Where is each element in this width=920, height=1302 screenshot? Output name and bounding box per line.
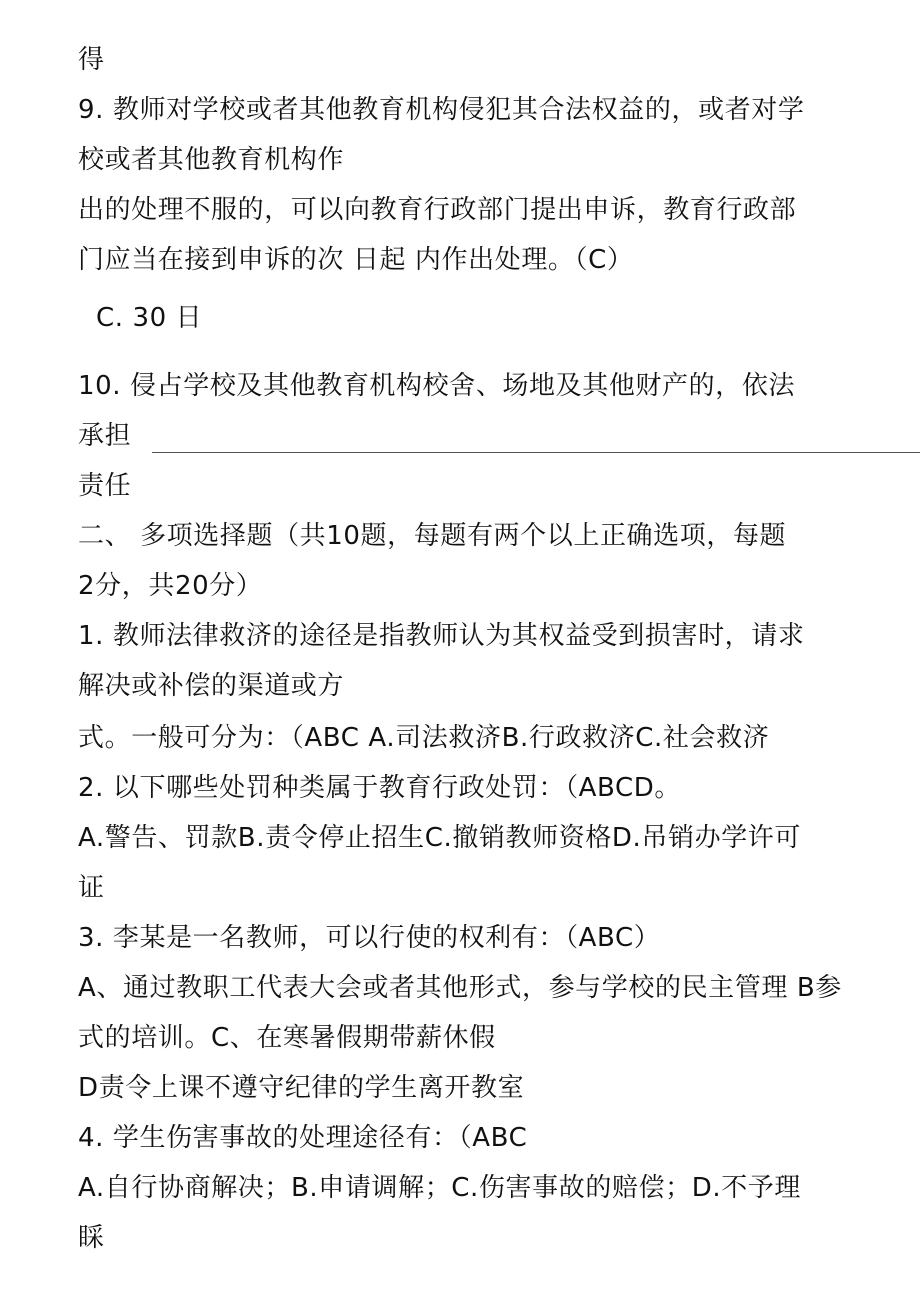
text-line: D责令上课不遵守纪律的学生离开教室 bbox=[78, 1073, 525, 1103]
text-line: 门应当在接到申诉的次 日起 内作出处理。（C） bbox=[78, 245, 634, 275]
text-line: 责任 bbox=[78, 471, 132, 501]
section-heading: 二、 多项选择题（共10题，每题有两个以上正确选项，每题 bbox=[78, 521, 787, 551]
question-10-line: 10. 侵占学校及其他教育机构校舍、场地及其他财产的，依法 bbox=[78, 371, 796, 401]
blank-underline bbox=[152, 452, 920, 453]
question-2-line: 2. 以下哪些处罚种类属于教育行政处罚：（ABCD。 bbox=[78, 773, 682, 803]
question-3-line: 3. 李某是一名教师，可以行使的权利有：（ABC） bbox=[78, 923, 661, 953]
question-4-line: 4. 学生伤害事故的处理途径有：（ABC bbox=[78, 1123, 528, 1153]
text-line: 校或者其他教育机构作 bbox=[78, 145, 345, 175]
text-line: A.自行协商解决；B.申请调解；C.伤害事故的赔偿；D.不予理 bbox=[78, 1173, 801, 1203]
question-9-line: 9. 教师对学校或者其他教育机构侵犯其合法权益的，或者对学 bbox=[78, 95, 805, 125]
question-1-line: 1. 教师法律救济的途径是指教师认为其权益受到损害时，请求 bbox=[78, 621, 805, 651]
answer-line: C. 30 日 bbox=[96, 303, 203, 333]
text-line: 承担 bbox=[78, 421, 132, 451]
text-line: A.警告、罚款B.责令停止招生C.撤销教师资格D.吊销办学许可 bbox=[78, 823, 801, 853]
text-line: 式的培训。C、在寒暑假期带薪休假 bbox=[78, 1023, 496, 1053]
text-line: 证 bbox=[78, 873, 105, 903]
text-line: 解决或补偿的渠道或方 bbox=[78, 671, 345, 701]
text-line: 睬 bbox=[78, 1223, 105, 1253]
text-line: 出的处理不服的，可以向教育行政部门提出申诉，教育行政部 bbox=[78, 195, 797, 225]
text-line: A、通过教职工代表大会或者其他形式，参与学校的民主管理 B参 bbox=[78, 973, 842, 1003]
text-line: 得 bbox=[78, 45, 105, 75]
text-line: 式。一般可分为：（ABC A.司法救济B.行政救济C.社会救济 bbox=[78, 723, 770, 753]
text-line: 2分，共20分） bbox=[78, 571, 263, 601]
